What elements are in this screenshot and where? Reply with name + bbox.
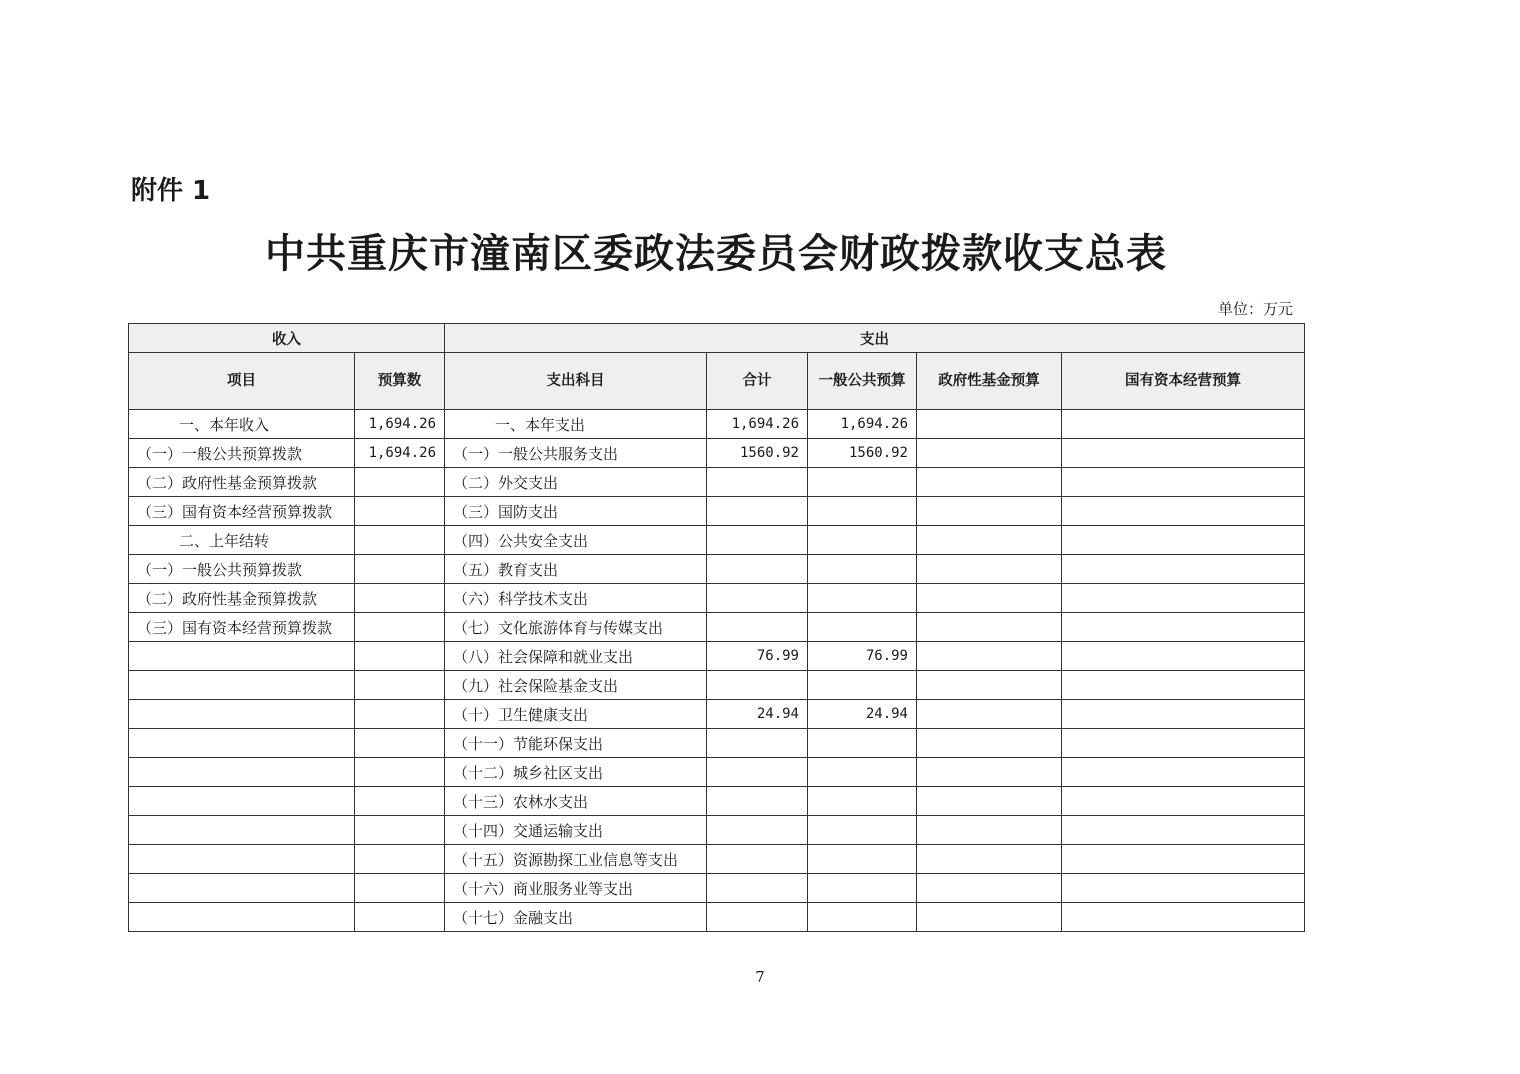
expense-item-cell: （十五）资源勘探工业信息等支出 [445,845,707,874]
total-cell [707,671,808,700]
general-budget-cell [808,874,917,903]
table-row [129,816,1305,845]
state-capital-cell [1062,642,1305,671]
income-amount-cell: 1,694.26 [355,439,445,468]
expense-item-cell: （四）公共安全支出 [445,526,707,555]
column-header: 项目 [129,353,355,410]
income-amount-cell: 1,694.26 [355,410,445,439]
expense-item-cell: （十七）金融支出 [445,903,707,932]
income-amount-cell [355,903,445,932]
expense-item-cell: （三）国防支出 [445,497,707,526]
gov-fund-cell [917,729,1062,758]
table-row [129,613,1305,642]
total-cell [707,613,808,642]
table-row [129,700,1305,729]
gov-fund-cell [917,816,1062,845]
expense-item-cell: （十六）商业服务业等支出 [445,874,707,903]
gov-fund-cell [917,758,1062,787]
state-capital-cell [1062,613,1305,642]
expense-item-cell: （十二）城乡社区支出 [445,758,707,787]
gov-fund-cell [917,700,1062,729]
expense-item-cell: （五）教育支出 [445,555,707,584]
total-cell [707,526,808,555]
income-item-cell: （一）一般公共预算拨款 [129,439,355,468]
income-amount-cell [355,613,445,642]
total-cell [707,816,808,845]
state-capital-cell [1062,497,1305,526]
gov-fund-cell [917,439,1062,468]
general-budget-cell [808,729,917,758]
state-capital-cell [1062,787,1305,816]
total-cell [707,468,808,497]
income-amount-cell [355,555,445,584]
column-header: 预算数 [355,353,445,410]
gov-fund-cell [917,671,1062,700]
general-budget-cell [808,816,917,845]
state-capital-cell [1062,410,1305,439]
income-amount-cell [355,584,445,613]
expense-item-cell: （十一）节能环保支出 [445,729,707,758]
document-title: 中共重庆市潼南区委政法委员会财政拨款收支总表 [265,230,1167,277]
table-row [129,845,1305,874]
gov-fund-cell [917,468,1062,497]
income-item-cell: （一）一般公共预算拨款 [129,555,355,584]
state-capital-cell [1062,729,1305,758]
total-cell [707,903,808,932]
income-amount-cell [355,874,445,903]
income-item-cell: （二）政府性基金预算拨款 [129,468,355,497]
income-amount-cell [355,787,445,816]
table-row [129,410,1305,439]
income-item-cell: 二、上年结转 [129,526,355,555]
gov-fund-cell [917,613,1062,642]
column-header: 政府性基金预算 [917,353,1062,410]
page-number: 7 [755,968,765,986]
income-item-cell [129,729,355,758]
state-capital-cell [1062,903,1305,932]
total-cell [707,874,808,903]
general-budget-cell [808,526,917,555]
state-capital-cell [1062,874,1305,903]
state-capital-cell [1062,700,1305,729]
general-budget-cell: 76.99 [808,642,917,671]
general-budget-cell: 1,694.26 [808,410,917,439]
table-row [129,526,1305,555]
table-row [129,729,1305,758]
gov-fund-cell [917,787,1062,816]
general-budget-cell [808,671,917,700]
expense-item-cell: （十四）交通运输支出 [445,816,707,845]
total-cell [707,584,808,613]
table-row [129,439,1305,468]
state-capital-cell [1062,816,1305,845]
general-budget-cell: 1560.92 [808,439,917,468]
table-row [129,903,1305,932]
income-item-cell [129,903,355,932]
general-budget-cell [808,787,917,816]
total-cell: 1,694.26 [707,410,808,439]
table-row [129,874,1305,903]
gov-fund-cell [917,410,1062,439]
expense-item-cell: （八）社会保障和就业支出 [445,642,707,671]
general-budget-cell: 24.94 [808,700,917,729]
gov-fund-cell [917,555,1062,584]
total-cell [707,729,808,758]
income-amount-cell [355,700,445,729]
total-cell [707,555,808,584]
total-cell [707,497,808,526]
income-amount-cell [355,497,445,526]
income-amount-cell [355,729,445,758]
total-cell: 24.94 [707,700,808,729]
table-row [129,555,1305,584]
expense-item-cell: （七）文化旅游体育与传媒支出 [445,613,707,642]
total-cell [707,787,808,816]
income-item-cell [129,787,355,816]
expense-item-cell: （一）一般公共服务支出 [445,439,707,468]
gov-fund-cell [917,874,1062,903]
gov-fund-cell [917,584,1062,613]
state-capital-cell [1062,758,1305,787]
general-budget-cell [808,845,917,874]
expense-item-cell: 一、本年支出 [445,410,707,439]
income-item-cell [129,816,355,845]
total-cell [707,845,808,874]
income-item-cell [129,758,355,787]
expense-item-cell: （九）社会保险基金支出 [445,671,707,700]
income-item-cell: （二）政府性基金预算拨款 [129,584,355,613]
expense-item-cell: （六）科学技术支出 [445,584,707,613]
income-amount-cell [355,845,445,874]
income-amount-cell [355,642,445,671]
column-header: 合计 [707,353,808,410]
table-row [129,758,1305,787]
state-capital-cell [1062,439,1305,468]
expense-item-cell: （十）卫生健康支出 [445,700,707,729]
column-header: 一般公共预算 [808,353,917,410]
expense-item-cell: （十三）农林水支出 [445,787,707,816]
income-item-cell [129,845,355,874]
column-header: 支出科目 [445,353,707,410]
general-budget-cell [808,903,917,932]
unit-label: 单位：万元 [1217,300,1293,318]
state-capital-cell [1062,671,1305,700]
general-budget-cell [808,468,917,497]
table-row [129,787,1305,816]
general-budget-cell [808,584,917,613]
gov-fund-cell [917,497,1062,526]
state-capital-cell [1062,845,1305,874]
general-budget-cell [808,758,917,787]
gov-fund-cell [917,642,1062,671]
income-item-cell [129,700,355,729]
general-budget-cell [808,613,917,642]
income-amount-cell [355,816,445,845]
total-cell: 1560.92 [707,439,808,468]
state-capital-cell [1062,468,1305,497]
income-item-cell: （三）国有资本经营预算拨款 [129,497,355,526]
income-amount-cell [355,671,445,700]
expense-item-cell: （二）外交支出 [445,468,707,497]
table-row [129,468,1305,497]
total-cell [707,758,808,787]
income-group-header: 收入 [129,324,445,353]
gov-fund-cell [917,845,1062,874]
income-item-cell: （三）国有资本经营预算拨款 [129,613,355,642]
income-item-cell [129,642,355,671]
general-budget-cell [808,497,917,526]
state-capital-cell [1062,555,1305,584]
general-budget-cell [808,555,917,584]
state-capital-cell [1062,526,1305,555]
gov-fund-cell [917,526,1062,555]
table-row [129,642,1305,671]
table-row [129,671,1305,700]
expense-group-header: 支出 [445,324,1305,353]
column-header: 国有资本经营预算 [1062,353,1305,410]
attachment-label: 附件 1 [131,176,211,206]
gov-fund-cell [917,903,1062,932]
budget-summary-table [128,323,1305,932]
table-row [129,584,1305,613]
income-amount-cell [355,758,445,787]
state-capital-cell [1062,584,1305,613]
income-item-cell: 一、本年收入 [129,410,355,439]
income-amount-cell [355,468,445,497]
income-item-cell [129,671,355,700]
total-cell: 76.99 [707,642,808,671]
table-row [129,497,1305,526]
income-amount-cell [355,526,445,555]
income-item-cell [129,874,355,903]
